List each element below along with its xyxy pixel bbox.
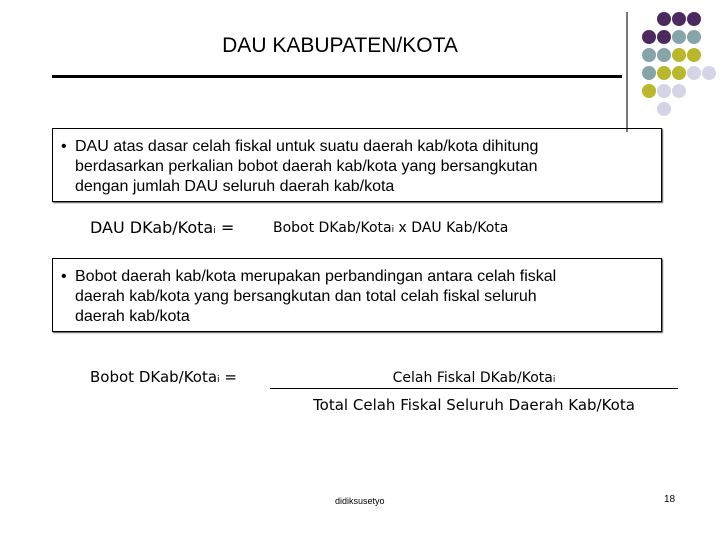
bullet2-line-3: daerah kab/kota	[75, 308, 190, 325]
numerator-text: Celah Fiskal DKab/Kota	[392, 370, 553, 386]
decorative-dot	[642, 66, 656, 80]
formula2-left-sub: i	[217, 375, 220, 385]
decorative-dot	[687, 12, 701, 26]
decorative-dot	[657, 66, 671, 80]
bullet-text-1	[61, 137, 538, 197]
decorative-dot	[642, 84, 656, 98]
formula1-right	[273, 220, 508, 236]
decorative-dot	[687, 30, 701, 44]
fraction-line	[270, 388, 678, 389]
formula1-right-a: Bobot DKab/Kota	[273, 220, 392, 236]
bullet2-line-1: Bobot daerah kab/kota merupakan perbandingan antara celah fiskal	[75, 268, 557, 285]
decorative-dot	[657, 12, 671, 26]
formula1-right-b: x DAU Kab/Kota	[394, 220, 509, 236]
vertical-rule	[626, 12, 628, 132]
fraction-numerator	[270, 370, 678, 386]
decorative-dot	[657, 102, 671, 116]
decorative-dot	[672, 12, 686, 26]
decorative-dot	[657, 84, 671, 98]
decorative-dot-grid	[640, 10, 718, 120]
decorative-dot	[687, 66, 701, 80]
decorative-dot	[657, 30, 671, 44]
bullet2-line-2: daerah kab/kota yang bersangkutan dan total celah fiskal seluruh	[75, 288, 537, 305]
formula1-left	[90, 218, 234, 237]
decorative-dot	[687, 48, 701, 62]
decorative-dot	[657, 48, 671, 62]
bullet-marker: •	[61, 138, 67, 155]
bullet-marker: •	[61, 268, 67, 285]
numerator-sub: i	[552, 375, 556, 385]
decorative-dot	[672, 66, 686, 80]
bullet1-line-3: dengan jumlah DAU seluruh daerah kab/kota	[75, 178, 395, 195]
formula2-equals: =	[219, 368, 237, 386]
formula2-left-text: Bobot DKab/Kota	[90, 368, 218, 386]
decorative-dot	[642, 30, 656, 44]
bullet-text-2	[61, 267, 556, 327]
formula1-right-sub: i	[391, 225, 395, 235]
bullet-box-1	[52, 128, 662, 202]
page-number: 18	[664, 494, 676, 505]
bullet1-line-2: berdasarkan perkalian bobot daerah kab/kota yang bersangkutan	[75, 158, 538, 175]
bullet1-line-1: DAU atas dasar celah fiskal untuk suatu daerah kab/kota dihitung	[75, 138, 539, 155]
decorative-dot	[672, 48, 686, 62]
decorative-dot	[642, 48, 656, 62]
formula1-equals: =	[215, 218, 235, 237]
formula2-left	[90, 368, 237, 386]
bullet-box-2	[52, 258, 662, 332]
footer-author: didiksusetyo	[335, 496, 385, 506]
slide-title: DAU KABUPATEN/KOTA	[222, 34, 458, 57]
formula1-left-sub: i	[213, 226, 216, 236]
title-rule	[52, 75, 622, 78]
decorative-dot	[672, 30, 686, 44]
fraction-denominator: Total Celah Fiskal Seluruh Daerah Kab/Kota	[313, 396, 635, 414]
decorative-dot	[672, 84, 686, 98]
formula1-left-text: DAU DKab/Kota	[90, 218, 214, 237]
decorative-dot	[702, 66, 716, 80]
